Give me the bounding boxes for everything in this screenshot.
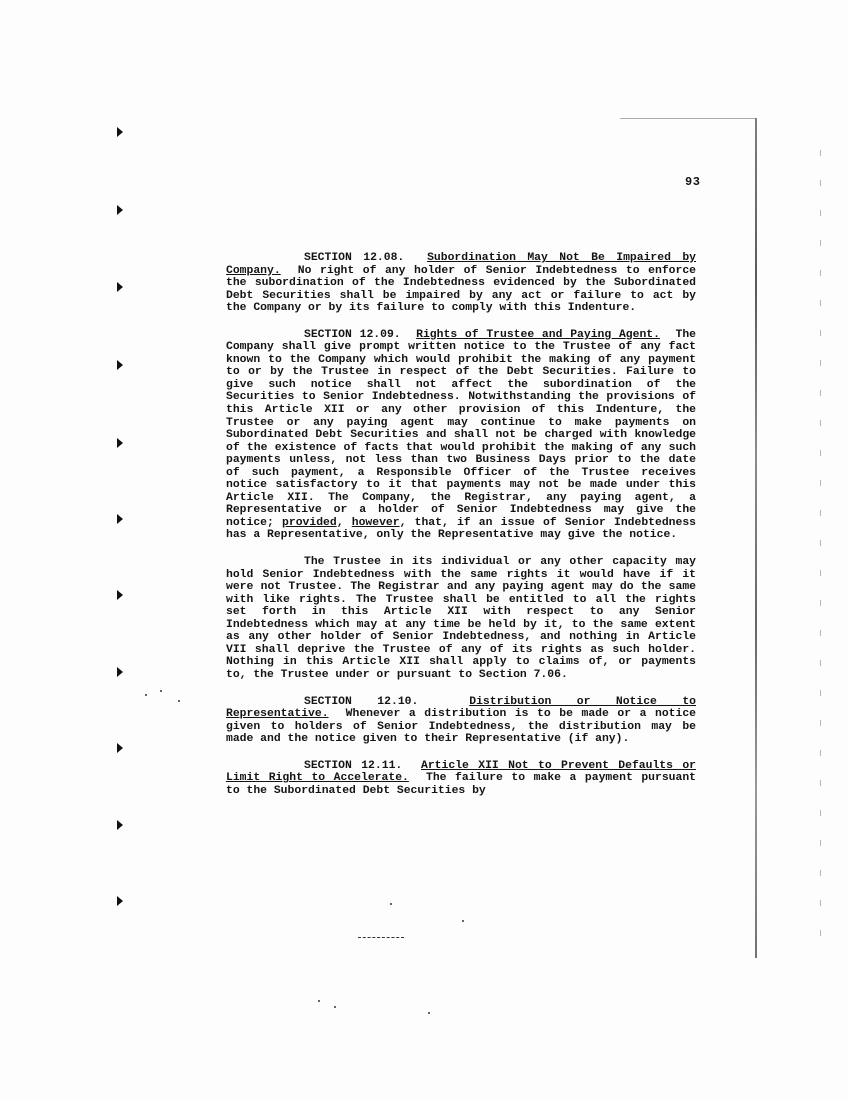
footer-rule [358, 937, 404, 939]
section-12-08 [226, 252, 696, 315]
punch-mark-icon [117, 360, 123, 370]
punch-mark-icon [117, 282, 123, 292]
scan-speck [160, 690, 162, 692]
scan-edge-marks [820, 150, 821, 950]
punch-mark-icon [117, 667, 123, 677]
punch-mark-icon [117, 896, 123, 906]
section-12-10 [226, 696, 696, 746]
page-number: 93 [685, 175, 701, 189]
section-heading: SECTION 12.11. [304, 759, 403, 772]
section-text: No right of any holder of Senior Indebtedness to enforce the subordination of the Indebtedness evidenced by the Subordinated Debt Securities shall be impaired by any act or failure to act by the Company or by its failure to comply with this Indenture. [226, 264, 697, 315]
section-heading: SECTION 12.10. [304, 695, 419, 708]
scan-speck [145, 694, 147, 696]
section-text: The Trustee in its individual or any other capacity may hold Senior Indebtedness with the same rights it would have if it were not Trustee. The Registrar and any paying agent may do the same with like rights. The Trustee shall be entitled to all the rights set forth in this Article XII with respect to any Senior Indebtedness which may at any time be held by it, to the same extent as any other holder of Senior Indebtedness, and nothing in Article VII shall deprive the Trustee of any of its rights as such holder. Nothing in this Article XII shall apply to claims of, or payments to, the Trustee under or pursuant to Section 7.06. [226, 556, 696, 681]
section-text: The Company shall give prompt written notice to the Trustee of any fact known to the Company which would prohibit the making of any payment to or by the Trustee in respect of the Debt Securities. Failure to give such notice shall not affect the subordination of the Securities to Senior Indebtedness. Notwithstanding the provisions of this Article XII or any other provision of this Indenture, the Trustee or any paying agent may continue to make payments on Subordinated Debt Securities and shall not be charged with knowledge of the existence of facts that would prohibit the making of any such payments unless, not less than two Business Days prior to the date of such payment, a Responsible Officer of the Trustee receives notice satisfactory to it that payments may not be made under this Article XII. The Company, the Registrar, any paying agent, a Representative or a holder of Senior Indebtedness may give the notice; [226, 328, 697, 529]
section-12-09-continued [226, 556, 696, 681]
punch-mark-icon [117, 514, 123, 524]
section-12-11 [226, 760, 696, 798]
punch-mark-icon [117, 590, 123, 600]
punch-mark-icon [117, 205, 123, 215]
section-heading: SECTION 12.09. [304, 328, 401, 341]
scan-speck [462, 920, 464, 922]
section-heading: SECTION 12.08. [304, 252, 405, 264]
section-title: Article XII Not to Prevent Defaults or Limit Right to Accelerate. [226, 759, 697, 785]
scan-speck [390, 903, 392, 905]
proviso-provided: provided [282, 516, 337, 529]
section-text: The failure to make a payment pursuant to the Subordinated Debt Securities by [226, 772, 697, 797]
scan-top-rule [620, 118, 755, 119]
section-title: Subordination May Not Be Impaired by Company. [226, 252, 696, 277]
proviso-however: however [351, 516, 400, 529]
section-text-continued: that, if an issue of Senior Indebtedness has a Representative, only the Representative may give the notice. [226, 516, 697, 542]
scan-speck [334, 1006, 336, 1008]
scan-speck [318, 1000, 320, 1002]
scan-edge-line [755, 118, 757, 958]
punch-mark-icon [117, 127, 123, 137]
section-title: Distribution or Notice to Representative. [226, 695, 697, 721]
punch-mark-icon [117, 743, 123, 753]
document-body [226, 252, 696, 811]
section-text: Whenever a distribution is to be made or a notice given to holders of Senior Indebtedness, the distribution may be made and the notice given to their Representative (if any). [226, 708, 697, 746]
section-12-09: SECTION 12.09. Rights of Trustee and Paying Agent. The Company shall give prompt written notice to the Trustee of any fact known to the Company which would prohibit the making of any payment to or by the Trustee in respect of the Debt Securities. Failure to give such notice shall not affect the subordination of the Securities to Senior Indebtedness. Notwithstanding the provisions of this Article XII or any other provision of this Indenture, the Trustee or any paying agent may continue to make payments on Subordinated Debt Securities and shall not be charged with knowledge of the existence of facts that would prohibit the making of any such payments unless, not less than two Business Days prior to the date of such payment, a Responsible Officer of the Trustee receives notice satisfactory to it that payments may not be made under this Article XII. The Company, the Registrar, any paying agent, a Representative or a holder of Senior Indebtedness may give the notice; provided, however, that, if an issue of Senior Indebtedness has a Representative, only the Representative may give the notice. [226, 328, 697, 542]
scan-speck [178, 700, 180, 702]
scan-speck [428, 1012, 430, 1014]
punch-mark-icon [117, 820, 123, 830]
punch-mark-icon [117, 438, 123, 448]
section-title: Rights of Trustee and Paying Agent. [416, 328, 660, 341]
